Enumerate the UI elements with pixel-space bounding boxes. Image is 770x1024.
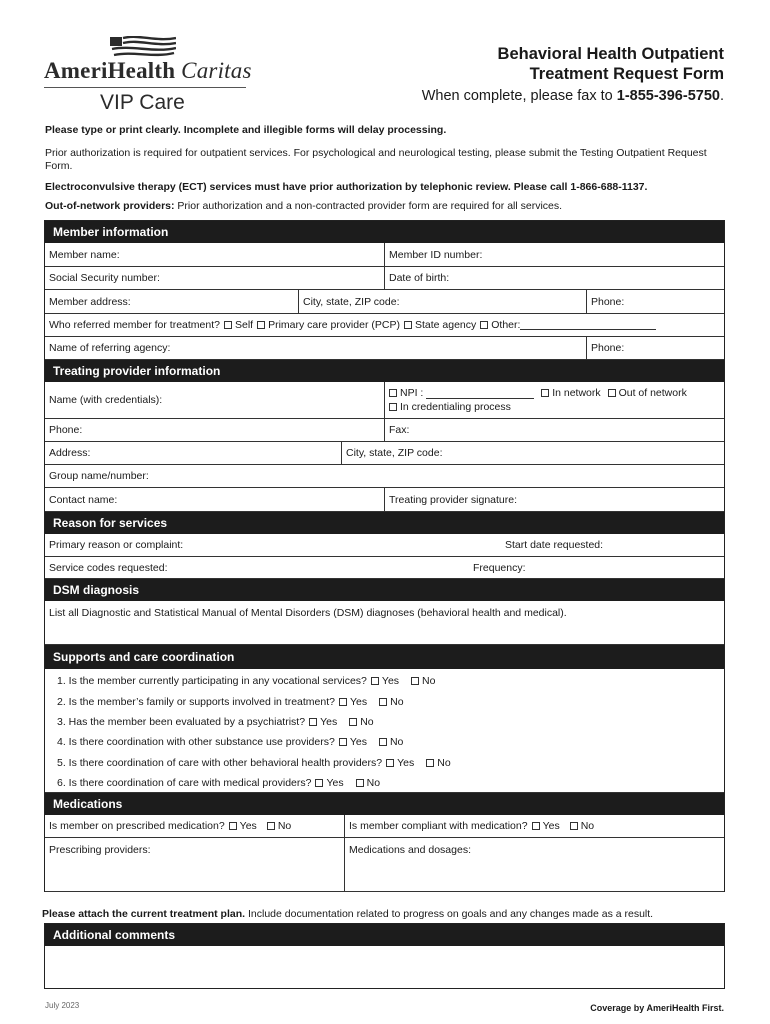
pcp-checkbox[interactable]	[257, 321, 265, 329]
frequency-field[interactable]	[469, 557, 724, 578]
agency-phone-field[interactable]	[587, 337, 724, 359]
contact-name-field[interactable]	[45, 488, 385, 511]
member-row-1	[45, 243, 724, 267]
out-network-checkbox[interactable]	[608, 389, 616, 397]
no-checkbox[interactable]	[379, 738, 387, 746]
provider-phone-label: Phone:	[49, 424, 83, 436]
member-row-4	[45, 314, 724, 337]
npi-checkbox[interactable]	[389, 389, 397, 397]
medications-header: Medications	[45, 793, 724, 815]
question-text: 3. Has the member been evaluated by a psychiatrist?	[57, 715, 306, 728]
other-option: Other:	[491, 319, 521, 331]
compliant-no-checkbox[interactable]	[570, 822, 578, 830]
flag-icon	[110, 36, 176, 58]
request-form	[44, 220, 725, 892]
supports-question-4	[45, 732, 724, 752]
supports-header: Supports and care coordination	[45, 645, 724, 669]
no-checkbox[interactable]	[356, 779, 364, 787]
dsm-label: List all Diagnostic and Statistical Manual of Mental Disorders (DSM) diagnoses (behavioral health and medical).	[49, 607, 567, 619]
dsm-field[interactable]	[45, 601, 724, 644]
member-address-field[interactable]	[45, 290, 299, 313]
question-text: 5. Is there coordination of care with other behavioral health providers?	[57, 756, 383, 769]
reason-header: Reason for services	[45, 512, 724, 534]
footer-tagline: Coverage by AmeriHealth First.	[590, 1003, 724, 1013]
member-phone-field[interactable]	[587, 290, 724, 313]
prescribers-label: Prescribing providers:	[49, 844, 151, 856]
frequency-label: Frequency:	[473, 561, 526, 574]
comments-header: Additional comments	[45, 924, 724, 946]
supports-questions	[45, 669, 724, 793]
yes-checkbox[interactable]	[371, 677, 379, 685]
attach-treatment-plan-note	[42, 908, 653, 920]
ssn-label: Social Security number:	[49, 272, 160, 284]
intro-p1: Please type or print clearly. Incomplete and illegible forms will delay processing.	[45, 124, 447, 136]
logo-wordmark	[44, 58, 252, 84]
prescribed-no: No	[277, 820, 292, 832]
no-checkbox[interactable]	[379, 698, 387, 706]
provider-city-label: City, state, ZIP code:	[346, 447, 443, 459]
self-option: Self	[234, 319, 254, 331]
referral-question: Who referred member for treatment?	[49, 319, 220, 331]
medications-row-1	[45, 815, 724, 838]
member-city-field[interactable]	[299, 290, 587, 313]
other-input-line[interactable]	[520, 320, 656, 330]
self-checkbox[interactable]	[224, 321, 232, 329]
credentialing-line	[385, 401, 511, 413]
additional-comments-section	[44, 923, 725, 989]
prescribed-question: Is member on prescribed medication?	[49, 820, 225, 832]
intro-p4-bold: Out-of-network providers:	[45, 200, 175, 212]
intro-prior-auth: Prior authorization is required for outpatient services. For psychological and neurological testing, please submit the Testing Outpatient Request Form.	[45, 147, 707, 172]
reason-row-1	[45, 534, 724, 557]
intro-print-clearly	[45, 124, 735, 137]
pcp-option: Primary care provider (PCP)	[268, 319, 400, 331]
yes-option: Yes	[349, 695, 368, 708]
fax-instruction	[422, 88, 724, 104]
dosages-field[interactable]	[345, 838, 724, 891]
member-row-5	[45, 337, 724, 360]
yes-checkbox[interactable]	[309, 718, 317, 726]
question-text: 6. Is there coordination of care with medical providers?	[57, 777, 312, 790]
medications-row-2	[45, 838, 724, 892]
question-text: 4. Is there coordination with other substance use providers?	[57, 736, 335, 749]
npi-input-line[interactable]	[426, 389, 534, 399]
provider-row-4	[45, 465, 724, 488]
npi-label: NPI :	[400, 387, 424, 399]
yes-option: Yes	[320, 715, 338, 728]
no-option: No	[390, 695, 404, 708]
dob-field[interactable]	[385, 267, 724, 289]
provider-city-field[interactable]	[342, 442, 724, 464]
member-row-3	[45, 290, 724, 314]
intro-ect	[45, 181, 735, 194]
member-name-field[interactable]	[45, 243, 385, 266]
contact-name-label: Contact name:	[49, 493, 118, 506]
primary-reason-field[interactable]	[45, 534, 501, 556]
dsm-header: DSM diagnosis	[45, 579, 724, 601]
group-field[interactable]	[45, 465, 724, 487]
npi-line	[385, 387, 687, 399]
provider-name-label: Name (with credentials):	[49, 394, 163, 406]
compliant-question: Is member compliant with medication?	[349, 820, 528, 832]
provider-signature-field[interactable]	[385, 488, 724, 511]
intro-p3: Electroconvulsive therapy (ECT) services must have prior authorization by telephonic review. Please call 1-866-688-1137.	[45, 181, 648, 193]
logo-brand-italic: Caritas	[181, 58, 252, 83]
state-agency-option: State agency	[414, 319, 477, 331]
fax-suffix: .	[719, 88, 724, 104]
member-city-label: City, state, ZIP code:	[303, 295, 400, 308]
intro-out-of-network	[45, 200, 735, 213]
no-option: No	[366, 777, 381, 790]
yes-checkbox[interactable]	[386, 759, 394, 767]
no-checkbox[interactable]	[349, 718, 357, 726]
in-network-checkbox[interactable]	[541, 389, 549, 397]
logo-divider	[44, 87, 246, 88]
service-codes-field[interactable]	[45, 557, 469, 578]
other-checkbox[interactable]	[480, 321, 488, 329]
fax-prefix: When complete, please fax to	[421, 88, 617, 104]
dsm-row	[45, 601, 724, 645]
dosages-label: Medications and dosages:	[349, 844, 471, 856]
logo-subbrand: VIP Care	[100, 91, 185, 114]
logo-brand: AmeriHealth	[44, 58, 176, 83]
provider-row-3	[45, 442, 724, 465]
credentialing-option: In credentialing process	[400, 401, 511, 413]
provider-phone-field[interactable]	[45, 419, 385, 441]
member-id-field[interactable]	[385, 243, 724, 266]
credentialing-checkbox[interactable]	[389, 403, 397, 411]
prescribed-no-checkbox[interactable]	[267, 822, 275, 830]
no-option: No	[389, 736, 404, 749]
provider-address-label: Address:	[49, 447, 91, 459]
member-id-label: Member ID number:	[389, 248, 483, 261]
referring-agency-field[interactable]	[45, 337, 587, 359]
attach-rest: Include documentation related to progress on goals and any changes made as a result.	[245, 908, 654, 920]
supports-question-5	[45, 753, 724, 773]
intro-p4-rest: Prior authorization and a non-contracted provider form are required for all services.	[174, 200, 563, 212]
yes-option: Yes	[381, 675, 400, 688]
ssn-field[interactable]	[45, 267, 385, 289]
member-name-label: Member name:	[49, 248, 120, 261]
provider-row-1	[45, 382, 724, 419]
form-title-line2: Treatment Request Form	[529, 65, 724, 83]
yes-checkbox[interactable]	[339, 738, 347, 746]
form-title-line1: Behavioral Health Outpatient	[497, 45, 724, 63]
dob-label: Date of birth:	[389, 272, 450, 284]
supports-question-list	[45, 671, 724, 793]
comments-field[interactable]	[45, 946, 724, 988]
member-phone-label: Phone:	[591, 295, 625, 308]
member-info-header: Member information	[45, 221, 724, 243]
yes-option: Yes	[349, 736, 367, 749]
fax-number: 1-855-396-5750	[616, 88, 720, 104]
out-network-option: Out of network	[618, 387, 687, 399]
compliant-no: No	[580, 820, 595, 832]
provider-row-5	[45, 488, 724, 512]
no-option: No	[422, 675, 436, 688]
reason-row-2	[45, 557, 724, 579]
state-agency-checkbox[interactable]	[404, 321, 412, 329]
in-network-option: In network	[552, 387, 601, 399]
provider-fax-field[interactable]	[385, 419, 724, 441]
provider-signature-label: Treating provider signature:	[389, 493, 518, 506]
provider-row-2	[45, 419, 724, 442]
supports-question-3	[45, 712, 724, 732]
compliant-yes-checkbox[interactable]	[532, 822, 540, 830]
question-text: 2. Is the member’s family or supports involved in treatment?	[57, 695, 335, 708]
provider-fax-label: Fax:	[389, 424, 410, 436]
start-date-field[interactable]	[501, 534, 724, 556]
provider-address-field[interactable]	[45, 442, 342, 464]
service-codes-label: Service codes requested:	[49, 561, 168, 574]
compliant-field	[345, 815, 724, 837]
prescribed-yes: Yes	[239, 820, 257, 832]
supports-question-1	[45, 671, 724, 691]
attach-bold: Please attach the current treatment plan.	[42, 908, 246, 920]
prescribers-field[interactable]	[45, 838, 345, 891]
no-option: No	[360, 715, 374, 728]
group-label: Group name/number:	[49, 470, 149, 482]
referring-agency-label: Name of referring agency:	[49, 342, 171, 354]
referral-source-field	[45, 314, 724, 336]
form-title	[498, 44, 724, 84]
compliant-yes: Yes	[542, 820, 560, 832]
no-checkbox[interactable]	[411, 677, 419, 685]
footer-date: July 2023	[45, 1001, 80, 1010]
question-text: 1. Is the member currently participating in any vocational services?	[57, 675, 367, 688]
supports-question-2	[45, 691, 724, 711]
no-option: No	[437, 756, 451, 769]
provider-name-field[interactable]	[45, 382, 385, 418]
yes-checkbox[interactable]	[315, 779, 323, 787]
supports-question-6	[45, 773, 724, 793]
provider-info-header: Treating provider information	[45, 360, 724, 382]
member-address-label: Member address:	[49, 295, 131, 308]
start-date-label: Start date requested:	[505, 539, 604, 551]
yes-checkbox[interactable]	[339, 698, 347, 706]
yes-option: Yes	[397, 756, 415, 769]
primary-reason-label: Primary reason or complaint:	[49, 539, 184, 551]
npi-field	[385, 382, 724, 418]
no-checkbox[interactable]	[426, 759, 434, 767]
prescribed-field	[45, 815, 345, 837]
prescribed-yes-checkbox[interactable]	[229, 822, 237, 830]
yes-option: Yes	[326, 777, 344, 790]
agency-phone-label: Phone:	[591, 342, 625, 354]
member-row-2	[45, 267, 724, 290]
